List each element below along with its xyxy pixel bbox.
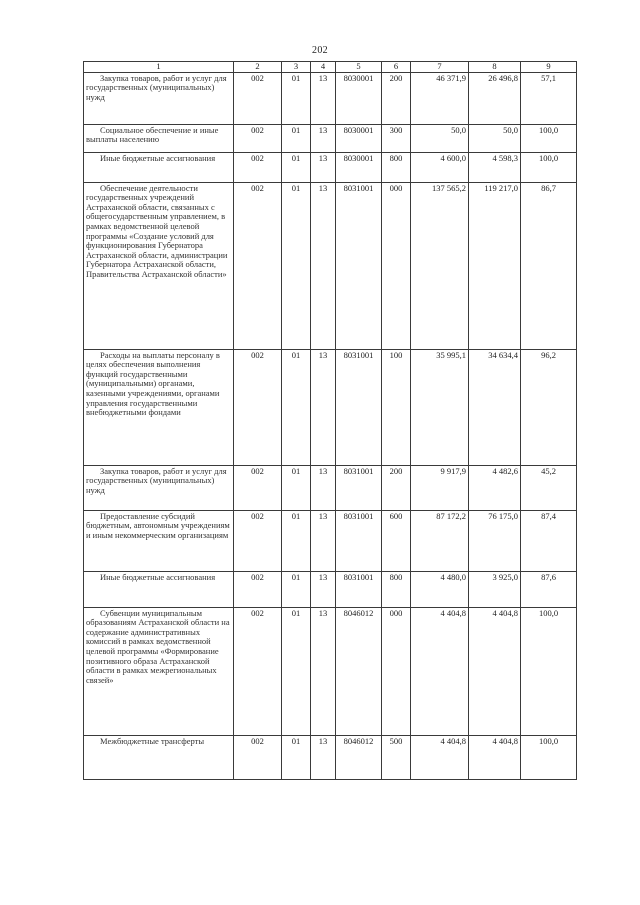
row-executed: 4 404,8 [469,735,521,779]
row-code-subsection: 13 [311,607,336,735]
table-row [84,607,577,735]
row-name: Обеспечение деятельности государственных учреждений Астраханской области, связанных с общегосударственным управлением, в рамках ведомственной целевой программы «Создание условий для функционирования Губернатора Астраханской области, администрации Губернатора Астраханской области, Правительства Астраханской области» [84,182,234,349]
table-row [84,510,577,571]
column-header: 4 [311,62,336,73]
row-code-subsection: 13 [311,465,336,510]
table-row [84,465,577,510]
row-planned: 35 995,1 [411,349,469,465]
row-code-section: 01 [282,72,311,124]
row-planned: 4 480,0 [411,571,469,607]
row-code-section: 01 [282,349,311,465]
row-code-subsection: 13 [311,510,336,571]
row-code-expense-type: 600 [382,510,411,571]
row-code-target: 8031001 [336,349,382,465]
row-percent: 100,0 [521,152,577,182]
row-code-target: 8030001 [336,152,382,182]
column-header: 1 [84,62,234,73]
row-executed: 4 598,3 [469,152,521,182]
row-executed: 76 175,0 [469,510,521,571]
row-name: Закупка товаров, работ и услуг для государственных (муниципальных) нужд [84,72,234,124]
row-percent: 86,7 [521,182,577,349]
row-planned: 46 371,9 [411,72,469,124]
row-code-subsection: 13 [311,152,336,182]
column-header: 6 [382,62,411,73]
row-code-target: 8046012 [336,607,382,735]
page-number: 202 [312,45,328,56]
row-name: Социальное обеспечение и иные выплаты населению [84,124,234,152]
row-code-ministry: 002 [234,465,282,510]
table-row [84,182,577,349]
column-header: 2 [234,62,282,73]
row-planned: 137 565,2 [411,182,469,349]
row-planned: 4 600,0 [411,152,469,182]
row-code-expense-type: 800 [382,152,411,182]
row-percent: 87,4 [521,510,577,571]
row-planned: 87 172,2 [411,510,469,571]
row-code-target: 8030001 [336,72,382,124]
row-percent: 87,6 [521,571,577,607]
row-code-expense-type: 800 [382,571,411,607]
row-code-section: 01 [282,465,311,510]
row-code-section: 01 [282,182,311,349]
row-percent: 96,2 [521,349,577,465]
row-code-section: 01 [282,607,311,735]
row-planned: 4 404,8 [411,735,469,779]
row-executed: 4 404,8 [469,607,521,735]
row-code-expense-type: 500 [382,735,411,779]
row-code-section: 01 [282,735,311,779]
row-code-subsection: 13 [311,72,336,124]
row-planned: 4 404,8 [411,607,469,735]
row-code-ministry: 002 [234,349,282,465]
row-code-subsection: 13 [311,571,336,607]
table-row [84,349,577,465]
row-name: Иные бюджетные ассигнования [84,152,234,182]
row-planned: 50,0 [411,124,469,152]
row-code-expense-type: 200 [382,72,411,124]
row-code-ministry: 002 [234,182,282,349]
row-code-section: 01 [282,571,311,607]
budget-table [83,61,577,780]
table-row [84,152,577,182]
row-code-ministry: 002 [234,152,282,182]
row-executed: 119 217,0 [469,182,521,349]
row-code-ministry: 002 [234,72,282,124]
table-row [84,735,577,779]
row-percent: 100,0 [521,735,577,779]
table-row [84,124,577,152]
row-name: Иные бюджетные ассигнования [84,571,234,607]
column-header: 3 [282,62,311,73]
column-header: 5 [336,62,382,73]
row-name: Закупка товаров, работ и услуг для государственных (муниципальных) нужд [84,465,234,510]
row-code-target: 8046012 [336,735,382,779]
row-name: Предоставление субсидий бюджетным, автономным учреждениям и иным некоммерческим организациям [84,510,234,571]
row-code-section: 01 [282,124,311,152]
row-code-subsection: 13 [311,124,336,152]
row-code-expense-type: 000 [382,607,411,735]
row-code-subsection: 13 [311,735,336,779]
row-code-ministry: 002 [234,735,282,779]
row-code-target: 8031001 [336,510,382,571]
column-header: 7 [411,62,469,73]
row-code-expense-type: 100 [382,349,411,465]
row-executed: 3 925,0 [469,571,521,607]
row-name: Расходы на выплаты персоналу в целях обеспечения выполнения функций государственными (муниципальными) органами, казенными учреждениями, органами управления государственными внебюджетными фондами [84,349,234,465]
row-executed: 50,0 [469,124,521,152]
column-header: 8 [469,62,521,73]
row-code-subsection: 13 [311,349,336,465]
row-percent: 100,0 [521,124,577,152]
table-row [84,72,577,124]
row-code-target: 8031001 [336,465,382,510]
row-code-expense-type: 000 [382,182,411,349]
row-code-target: 8031001 [336,571,382,607]
row-executed: 34 634,4 [469,349,521,465]
row-code-subsection: 13 [311,182,336,349]
table-row [84,571,577,607]
row-percent: 45,2 [521,465,577,510]
row-percent: 100,0 [521,607,577,735]
row-percent: 57,1 [521,72,577,124]
row-code-section: 01 [282,152,311,182]
row-code-ministry: 002 [234,607,282,735]
row-code-target: 8030001 [336,124,382,152]
row-code-ministry: 002 [234,571,282,607]
row-code-expense-type: 300 [382,124,411,152]
row-code-expense-type: 200 [382,465,411,510]
table-header-row [84,62,577,73]
row-name: Межбюджетные трансферты [84,735,234,779]
column-header: 9 [521,62,577,73]
row-executed: 26 496,8 [469,72,521,124]
row-code-ministry: 002 [234,510,282,571]
row-code-ministry: 002 [234,124,282,152]
row-code-section: 01 [282,510,311,571]
row-executed: 4 482,6 [469,465,521,510]
row-planned: 9 917,9 [411,465,469,510]
row-name: Субвенции муниципальным образованиям Астраханской области на содержание административных комиссий в рамках ведомственной целевой программы «Формирование позитивного образа Астраханской области в рамках межрегиональных связей» [84,607,234,735]
row-code-target: 8031001 [336,182,382,349]
